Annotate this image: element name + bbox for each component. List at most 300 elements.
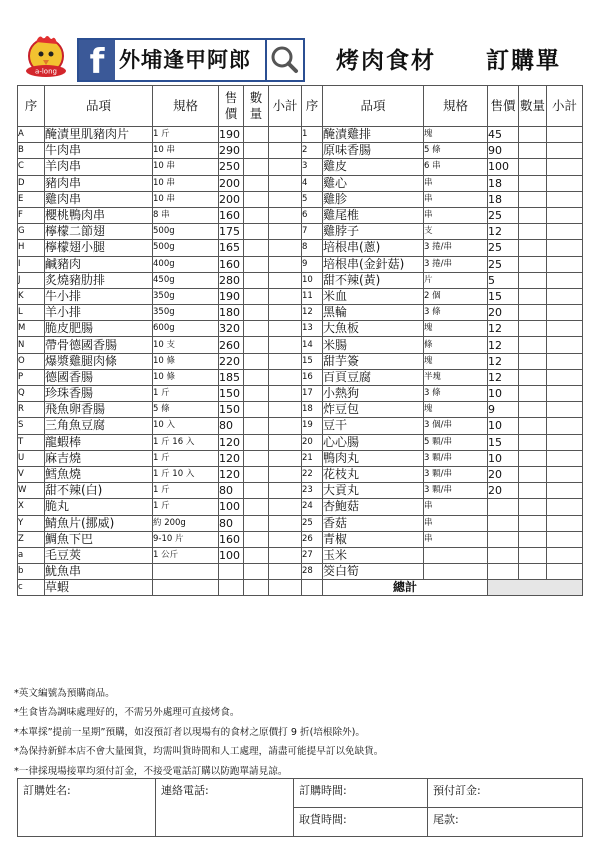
item-spec: 3 條 <box>424 305 488 321</box>
item-code: b <box>18 564 45 580</box>
item-price: 9 <box>488 402 519 418</box>
item-subtotal <box>269 386 302 402</box>
item-qty-input[interactable] <box>519 207 547 223</box>
note-line: *一律採現場接單均須付訂金，不接受電話訂購以防跑單請見諒。 <box>14 765 288 777</box>
item-name: 鱈魚燒 <box>45 466 153 482</box>
table-row <box>18 564 583 580</box>
item-price: 165 <box>219 240 244 256</box>
pickup-time-field[interactable] <box>294 808 428 837</box>
item-spec: 1 斤 <box>153 450 219 466</box>
item-spec: 350g <box>153 288 219 304</box>
item-qty-input[interactable] <box>244 450 269 466</box>
item-code: A <box>18 127 45 143</box>
item-price: 20 <box>488 483 519 499</box>
item-code: Z <box>18 531 45 547</box>
orderer-name-field[interactable] <box>18 779 156 837</box>
item-price <box>219 564 244 580</box>
item-subtotal <box>269 531 302 547</box>
item-spec: 3 捲/串 <box>424 256 488 272</box>
item-price: 15 <box>488 288 519 304</box>
item-code: Q <box>18 386 45 402</box>
item-code: 19 <box>302 418 323 434</box>
table-row <box>18 175 583 191</box>
total-label: 總計 <box>323 580 488 596</box>
item-name: 杏鮑菇 <box>323 499 424 515</box>
item-name: 毛豆莢 <box>45 547 153 563</box>
table-row <box>18 483 583 499</box>
item-code: 1 <box>302 127 323 143</box>
item-qty-input[interactable] <box>519 369 547 385</box>
item-subtotal <box>547 305 583 321</box>
item-spec: 支 <box>424 224 488 240</box>
item-code: F <box>18 207 45 223</box>
item-code: 13 <box>302 321 323 337</box>
item-name: 雞脖子 <box>323 224 424 240</box>
item-code: O <box>18 353 45 369</box>
item-qty-input[interactable] <box>244 547 269 563</box>
item-subtotal <box>547 547 583 563</box>
item-code: a <box>18 547 45 563</box>
item-spec: 1 斤 10 入 <box>153 466 219 482</box>
item-qty-input[interactable] <box>519 564 547 580</box>
item-qty-input[interactable] <box>519 127 547 143</box>
item-code: I <box>18 256 45 272</box>
item-name: 牛肉串 <box>45 143 153 159</box>
order-table <box>17 85 583 596</box>
table-row <box>18 305 583 321</box>
item-qty-input[interactable] <box>244 240 269 256</box>
item-subtotal <box>269 288 302 304</box>
item-price: 45 <box>488 127 519 143</box>
item-price: 15 <box>488 434 519 450</box>
item-name: 帶骨德國香腸 <box>45 337 153 353</box>
item-code: 2 <box>302 143 323 159</box>
item-qty-input[interactable] <box>244 499 269 515</box>
contact-phone-label: 連絡電話: <box>161 784 209 797</box>
item-code: 3 <box>302 159 323 175</box>
item-name: 魷魚串 <box>45 564 153 580</box>
item-code: 26 <box>302 531 323 547</box>
item-qty-input[interactable] <box>519 450 547 466</box>
item-qty-input[interactable] <box>519 434 547 450</box>
item-spec: 塊 <box>424 321 488 337</box>
item-code: c <box>18 580 45 596</box>
item-subtotal <box>547 499 583 515</box>
item-name: 青椒 <box>323 531 424 547</box>
item-code: D <box>18 175 45 191</box>
item-subtotal <box>547 143 583 159</box>
item-subtotal <box>269 272 302 288</box>
item-qty-input[interactable] <box>519 483 547 499</box>
item-spec: 3 捲/串 <box>424 240 488 256</box>
item-price: 100 <box>219 499 244 515</box>
total-spacer <box>302 580 323 596</box>
table-row <box>18 386 583 402</box>
item-price: 25 <box>488 240 519 256</box>
item-subtotal <box>269 483 302 499</box>
item-subtotal <box>269 547 302 563</box>
item-code: U <box>18 450 45 466</box>
item-subtotal <box>547 434 583 450</box>
item-qty-input[interactable] <box>519 515 547 531</box>
item-qty-input[interactable] <box>519 224 547 240</box>
item-spec: 5 條 <box>153 402 219 418</box>
item-spec: 1 斤 <box>153 483 219 499</box>
item-subtotal <box>269 353 302 369</box>
item-qty-input[interactable] <box>519 321 547 337</box>
item-qty-input[interactable] <box>244 386 269 402</box>
item-price: 200 <box>219 191 244 207</box>
item-name: 大貢丸 <box>323 483 424 499</box>
item-spec: 5 條 <box>424 143 488 159</box>
item-subtotal <box>547 321 583 337</box>
item-name: 雞胗 <box>323 191 424 207</box>
item-subtotal <box>269 175 302 191</box>
col-spec-header-right: 規格 <box>424 86 488 127</box>
item-qty-input[interactable] <box>519 288 547 304</box>
item-qty-input[interactable] <box>244 224 269 240</box>
item-price: 25 <box>488 207 519 223</box>
item-spec: 串 <box>424 207 488 223</box>
item-name: 珍珠香腸 <box>45 386 153 402</box>
item-price: 175 <box>219 224 244 240</box>
item-name: 雞肉串 <box>45 191 153 207</box>
item-qty-input[interactable] <box>244 466 269 482</box>
item-qty-input[interactable] <box>244 353 269 369</box>
item-spec: 3 顆/串 <box>424 466 488 482</box>
item-price: 320 <box>219 321 244 337</box>
item-name: 豆干 <box>323 418 424 434</box>
item-qty-input[interactable] <box>519 305 547 321</box>
item-qty-input[interactable] <box>244 337 269 353</box>
item-price: 10 <box>488 418 519 434</box>
item-code: M <box>18 321 45 337</box>
item-subtotal <box>547 531 583 547</box>
item-price: 18 <box>488 191 519 207</box>
item-spec <box>424 564 488 580</box>
item-spec: 10 入 <box>153 418 219 434</box>
item-price: 290 <box>219 143 244 159</box>
deposit-label: 預付訂金: <box>433 784 481 797</box>
table-row <box>18 288 583 304</box>
item-spec: 5 顆/串 <box>424 434 488 450</box>
item-price: 280 <box>219 272 244 288</box>
col-qty-header-right: 數量 <box>519 86 547 127</box>
col-spec-header: 規格 <box>153 86 219 127</box>
item-code: 17 <box>302 386 323 402</box>
item-spec: 6 串 <box>424 159 488 175</box>
item-qty-input[interactable] <box>244 515 269 531</box>
table-row <box>18 418 583 434</box>
item-name: 米腸 <box>323 337 424 353</box>
item-price: 220 <box>219 353 244 369</box>
table-row <box>18 353 583 369</box>
item-price: 90 <box>488 143 519 159</box>
item-code: 4 <box>302 175 323 191</box>
item-price: 120 <box>219 434 244 450</box>
item-qty-input[interactable] <box>519 143 547 159</box>
table-row <box>18 531 583 547</box>
item-spec: 10 支 <box>153 337 219 353</box>
item-spec: 500g <box>153 224 219 240</box>
item-name: 花枝丸 <box>323 466 424 482</box>
item-code: 16 <box>302 369 323 385</box>
item-price: 250 <box>219 159 244 175</box>
table-row <box>18 321 583 337</box>
item-name: 黑輪 <box>323 305 424 321</box>
item-qty-input[interactable] <box>519 159 547 175</box>
item-code: 21 <box>302 450 323 466</box>
item-subtotal <box>547 353 583 369</box>
item-spec: 8 串 <box>153 207 219 223</box>
item-name: 檸檬翅小腿 <box>45 240 153 256</box>
item-subtotal <box>269 580 302 596</box>
item-subtotal <box>547 272 583 288</box>
item-spec: 10 條 <box>153 353 219 369</box>
item-subtotal <box>269 418 302 434</box>
col-seq-header: 序 <box>18 86 45 127</box>
note-line: *本單採”提前一星期”預購，如沒預訂者以現場有的食材之原價打 9 折(培根除外)。 <box>14 726 366 738</box>
item-spec: 1 斤 <box>153 127 219 143</box>
item-qty-input[interactable] <box>244 175 269 191</box>
item-spec: 9-10 片 <box>153 531 219 547</box>
item-name: 甜不辣(黃) <box>323 272 424 288</box>
item-code: T <box>18 434 45 450</box>
table-header-row <box>18 86 583 127</box>
item-qty-input[interactable] <box>519 353 547 369</box>
item-subtotal <box>547 386 583 402</box>
table-row <box>18 127 583 143</box>
note-line: *為保持新鮮本店不會大量囤貨，均需叫貨時間和人工處理，請盡可能提早訂以免缺貨。 <box>14 746 384 758</box>
item-qty-input[interactable] <box>519 272 547 288</box>
item-qty-input[interactable] <box>244 483 269 499</box>
orderer-name-label: 訂購姓名: <box>23 784 71 797</box>
item-spec: 串 <box>424 499 488 515</box>
item-spec: 10 串 <box>153 175 219 191</box>
item-spec <box>153 580 219 596</box>
item-qty-input[interactable] <box>244 369 269 385</box>
item-name: 龍蝦棒 <box>45 434 153 450</box>
item-code: 8 <box>302 240 323 256</box>
item-qty-input[interactable] <box>244 288 269 304</box>
item-price <box>488 499 519 515</box>
item-name: 三角魚豆腐 <box>45 418 153 434</box>
item-price: 20 <box>488 466 519 482</box>
item-price: 12 <box>488 369 519 385</box>
item-spec: 串 <box>424 515 488 531</box>
item-name: 原味香腸 <box>323 143 424 159</box>
item-code: 12 <box>302 305 323 321</box>
table-row <box>18 450 583 466</box>
contact-phone-field[interactable] <box>156 779 294 837</box>
item-qty-input[interactable] <box>244 434 269 450</box>
item-price: 150 <box>219 386 244 402</box>
item-price: 10 <box>488 450 519 466</box>
item-code: X <box>18 499 45 515</box>
item-code: 9 <box>302 256 323 272</box>
item-price: 260 <box>219 337 244 353</box>
item-spec: 1 斤 <box>153 386 219 402</box>
item-subtotal <box>547 564 583 580</box>
item-subtotal <box>269 305 302 321</box>
item-name: 羊小排 <box>45 305 153 321</box>
deposit-field[interactable] <box>428 779 583 808</box>
item-name: 脆皮肥腸 <box>45 321 153 337</box>
item-price: 150 <box>219 402 244 418</box>
item-name: 培根串(蔥) <box>323 240 424 256</box>
item-subtotal <box>547 402 583 418</box>
table-row <box>18 402 583 418</box>
item-code: 25 <box>302 515 323 531</box>
item-name: 甜芋簽 <box>323 353 424 369</box>
item-code: Y <box>18 515 45 531</box>
item-price: 185 <box>219 369 244 385</box>
item-qty-input[interactable] <box>244 256 269 272</box>
item-qty-input[interactable] <box>519 175 547 191</box>
item-qty-input[interactable] <box>519 337 547 353</box>
item-name: 小熱狗 <box>323 386 424 402</box>
item-subtotal <box>547 418 583 434</box>
item-spec: 3 顆/串 <box>424 450 488 466</box>
item-subtotal <box>547 515 583 531</box>
item-qty-input[interactable] <box>244 272 269 288</box>
item-name: 鴨肉丸 <box>323 450 424 466</box>
item-price: 160 <box>219 207 244 223</box>
item-subtotal <box>547 191 583 207</box>
item-name: 脆丸 <box>45 499 153 515</box>
item-spec: 塊 <box>424 402 488 418</box>
order-time-label: 訂購時間: <box>299 784 347 797</box>
item-name: 雞心 <box>323 175 424 191</box>
note-line: *生食皆為調味處理好的，不需另外處理可直接烤食。 <box>14 707 240 719</box>
total-value <box>488 580 583 596</box>
facebook-icon: f <box>79 40 115 80</box>
item-price: 200 <box>219 175 244 191</box>
item-name: 豬肉串 <box>45 175 153 191</box>
customer-form <box>17 778 583 837</box>
item-code: 14 <box>302 337 323 353</box>
table-row <box>18 272 583 288</box>
item-code: 15 <box>302 353 323 369</box>
search-icon <box>265 40 303 80</box>
item-name: 甜不辣(白) <box>45 483 153 499</box>
item-subtotal <box>269 159 302 175</box>
item-price: 80 <box>219 483 244 499</box>
item-qty-input[interactable] <box>244 564 269 580</box>
item-qty-input[interactable] <box>244 127 269 143</box>
item-subtotal <box>269 466 302 482</box>
item-subtotal <box>269 402 302 418</box>
col-price-header: 售價 <box>219 86 244 127</box>
item-subtotal <box>547 450 583 466</box>
item-code: 7 <box>302 224 323 240</box>
item-subtotal <box>269 224 302 240</box>
table-row <box>18 434 583 450</box>
table-row <box>18 337 583 353</box>
item-qty-input[interactable] <box>244 321 269 337</box>
item-spec: 450g <box>153 272 219 288</box>
item-code: 22 <box>302 466 323 482</box>
item-subtotal <box>269 143 302 159</box>
item-qty-input[interactable] <box>244 305 269 321</box>
item-qty-input[interactable] <box>519 240 547 256</box>
item-price: 100 <box>488 159 519 175</box>
item-qty-input[interactable] <box>244 191 269 207</box>
item-price <box>488 531 519 547</box>
item-qty-input[interactable] <box>519 386 547 402</box>
item-qty-input[interactable] <box>519 547 547 563</box>
item-spec: 條 <box>424 337 488 353</box>
item-code: 6 <box>302 207 323 223</box>
item-spec: 3 顆/串 <box>424 483 488 499</box>
item-subtotal <box>269 515 302 531</box>
item-qty-input[interactable] <box>519 531 547 547</box>
item-subtotal <box>269 207 302 223</box>
item-name: 牛小排 <box>45 288 153 304</box>
item-spec: 10 串 <box>153 159 219 175</box>
item-subtotal <box>547 175 583 191</box>
item-qty-input[interactable] <box>244 143 269 159</box>
item-subtotal <box>547 159 583 175</box>
item-name: 櫻桃鴨肉串 <box>45 207 153 223</box>
item-price: 80 <box>219 515 244 531</box>
item-spec <box>153 564 219 580</box>
item-qty-input[interactable] <box>519 466 547 482</box>
item-qty-input[interactable] <box>244 207 269 223</box>
item-qty-input[interactable] <box>519 402 547 418</box>
item-qty-input[interactable] <box>519 191 547 207</box>
item-spec <box>424 547 488 563</box>
col-item-header: 品項 <box>45 86 153 127</box>
balance-field[interactable] <box>428 808 583 837</box>
item-qty-input[interactable] <box>244 531 269 547</box>
item-qty-input[interactable] <box>519 256 547 272</box>
item-subtotal <box>269 369 302 385</box>
item-qty-input[interactable] <box>244 402 269 418</box>
item-qty-input[interactable] <box>244 580 269 596</box>
item-spec: 串 <box>424 531 488 547</box>
item-qty-input[interactable] <box>244 418 269 434</box>
item-subtotal <box>547 240 583 256</box>
table-row <box>18 240 583 256</box>
item-price: 12 <box>488 321 519 337</box>
item-code: S <box>18 418 45 434</box>
item-spec: 串 <box>424 191 488 207</box>
item-price <box>488 564 519 580</box>
item-name: 飛魚卵香腸 <box>45 402 153 418</box>
item-price <box>488 515 519 531</box>
item-price: 12 <box>488 224 519 240</box>
order-time-field[interactable] <box>294 779 428 808</box>
item-subtotal <box>269 240 302 256</box>
item-name: 醃漬里肌豬肉片 <box>45 127 153 143</box>
item-name: 羊肉串 <box>45 159 153 175</box>
item-name: 大魚板 <box>323 321 424 337</box>
item-subtotal <box>547 466 583 482</box>
item-subtotal <box>547 337 583 353</box>
item-code: V <box>18 466 45 482</box>
item-subtotal <box>269 499 302 515</box>
item-price: 20 <box>488 305 519 321</box>
item-qty-input[interactable] <box>519 418 547 434</box>
item-qty-input[interactable] <box>519 499 547 515</box>
item-name: 醃漬雞排 <box>323 127 424 143</box>
item-subtotal <box>269 191 302 207</box>
item-price: 190 <box>219 127 244 143</box>
item-qty-input[interactable] <box>244 159 269 175</box>
item-code: 27 <box>302 547 323 563</box>
item-spec: 半塊 <box>424 369 488 385</box>
